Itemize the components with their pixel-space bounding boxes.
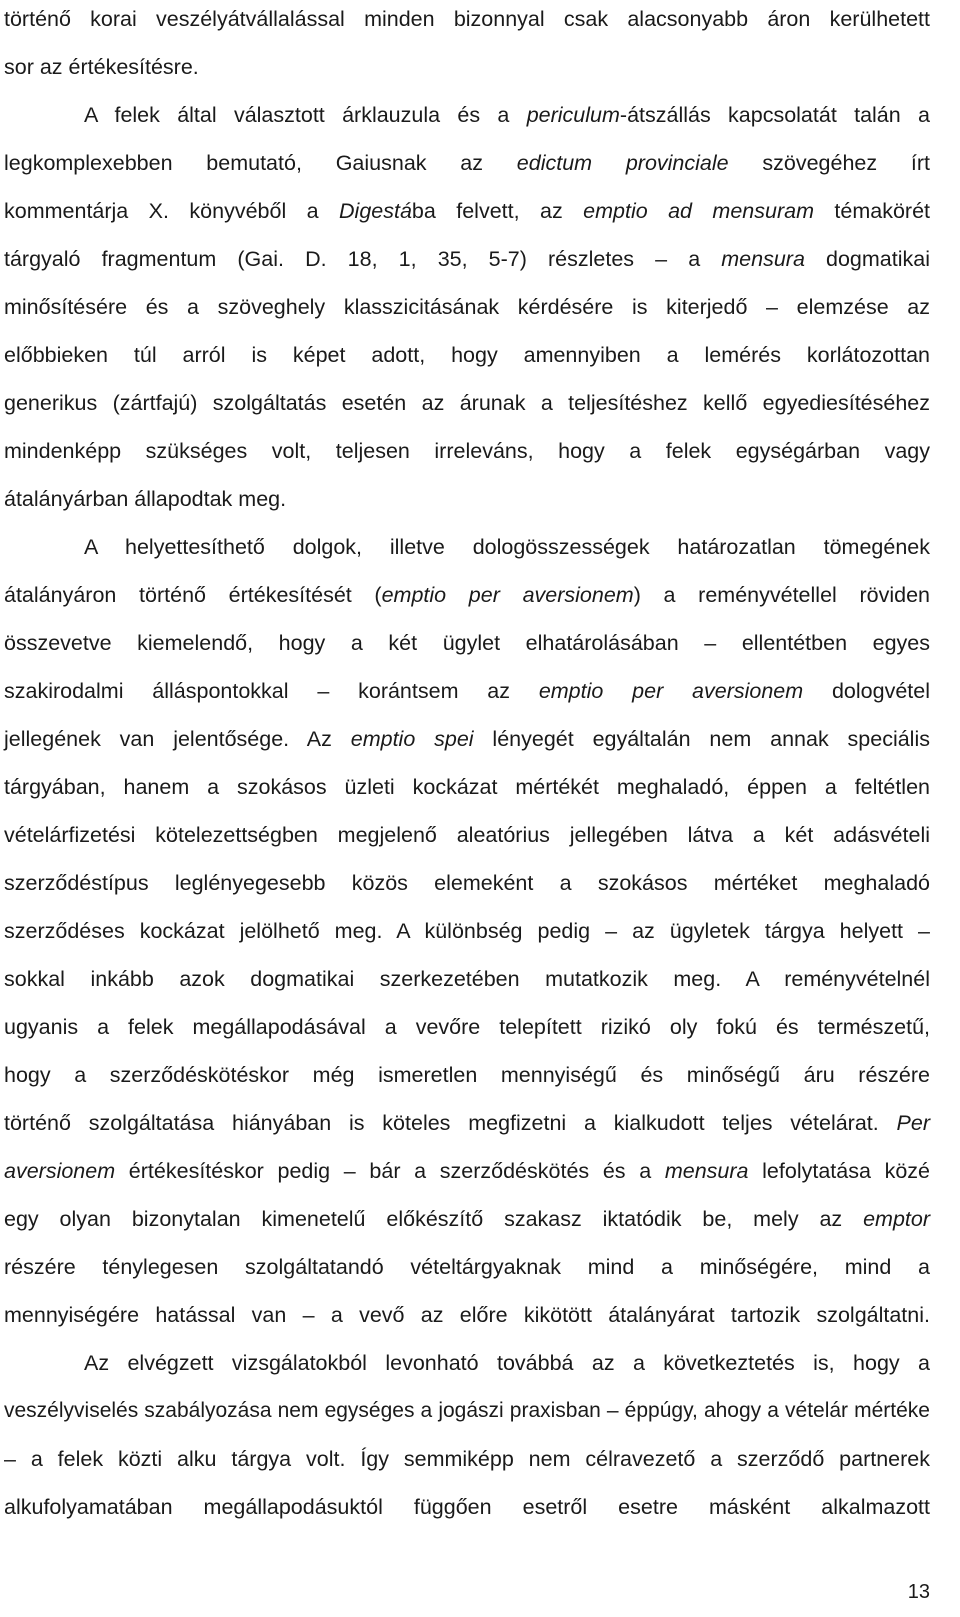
italic-term: Per xyxy=(896,1111,930,1135)
text-run: dologvétel xyxy=(803,679,930,703)
text-line xyxy=(4,1251,930,1283)
text-run: -átszállás kapcsolatát talán a xyxy=(619,103,930,127)
text-line xyxy=(4,243,930,275)
text-run: hogy a szerződéskötéskor még ismeretlen mennyiségű és minőségű áru részére xyxy=(4,1063,930,1087)
text-run: szerződéstípus leglényegesebb közös elemeként a szokásos mértéket meghaladó xyxy=(4,871,930,895)
text-run: Az elvégzett vizsgálatokból levonható továbbá az a következtetés is, hogy a xyxy=(84,1351,930,1375)
text-run: vételárfizetési kötelezettségben megjelenő aleatórius jellegében látva a két adásvételi xyxy=(4,823,930,847)
text-run: történő szolgáltatása hiányában is köteles megfizetni a kialkudott teljes vételárat. xyxy=(4,1111,897,1135)
text-run: dogmatikai xyxy=(804,247,930,271)
text-run: – a felek közti alku tárgya volt. Így semmiképp nem célravezető a szerződő partnerek xyxy=(4,1447,930,1471)
text-run: alkufolyamatában megállapodásuktól függően esetről esetre másként alkalmazott xyxy=(4,1495,930,1519)
text-run: egy olyan bizonytalan kimenetelű előkészítő szakasz iktatódik be, mely az xyxy=(4,1207,864,1231)
text-run: kommentárja X. könyvéből a xyxy=(4,199,340,223)
text-run: jellegének van jelentősége. Az xyxy=(4,727,351,751)
text-run: lényegét egyáltalán nem annak speciális xyxy=(473,727,930,751)
italic-term: mensura xyxy=(721,247,805,271)
text-run: mindenképp szükséges volt, teljesen irreleváns, hogy a felek egységárban vagy xyxy=(4,439,930,463)
text-line xyxy=(4,723,930,755)
page-number: 13 xyxy=(907,1581,930,1603)
text-run: sor az értékesítésre. xyxy=(4,55,199,79)
text-run: előbbieken túl arról is képet adott, hogy amennyiben a lemérés korlátozottan xyxy=(4,343,930,367)
text-run: szakirodalmi álláspontokkal – korántsem az xyxy=(4,679,539,703)
italic-term: periculum xyxy=(526,103,620,127)
text-run: értékesítéskor pedig – bár a szerződéskötés és a xyxy=(115,1159,665,1183)
text-line xyxy=(4,579,930,611)
text-run: ) a reményvétellel röviden xyxy=(633,583,930,607)
text-run: átalányárban állapodtak meg. xyxy=(4,487,287,511)
text-run: átalányáron történő értékesítését ( xyxy=(4,583,382,607)
text-run: szövegéhez írt xyxy=(728,151,930,175)
text-line xyxy=(4,1107,930,1139)
text-line xyxy=(4,867,930,899)
text-line xyxy=(4,819,930,851)
text-run: mennyiségére hatással van – a vevő az előre kikötött átalányárat tartozik szolgáltatni. xyxy=(4,1303,930,1327)
text-line xyxy=(4,1491,930,1523)
text-line xyxy=(4,1299,930,1331)
italic-term: emptio ad mensuram xyxy=(583,199,814,223)
italic-term: mensura xyxy=(664,1159,749,1183)
text-line xyxy=(4,51,930,83)
text-line xyxy=(4,1011,930,1043)
italic-term: edictum provinciale xyxy=(516,151,729,175)
text-line xyxy=(84,531,930,563)
italic-term: emptio per aversionem xyxy=(538,679,804,703)
text-run: A helyettesíthető dolgok, illetve dologösszességek határozatlan tömegének xyxy=(84,535,930,559)
text-line xyxy=(4,147,930,179)
text-run: sokkal inkább azok dogmatikai szerkezetében mutatkozik meg. A reményvételnél xyxy=(4,967,930,991)
text-run: veszélyviselés szabályozása nem egységes a jogászi praxisban – éppúgy, ahogy a vételár mértéke xyxy=(4,1399,930,1422)
text-line xyxy=(4,963,930,995)
text-run: lefolytatása közé xyxy=(748,1159,930,1183)
text-line xyxy=(4,291,930,323)
text-run: témakörét xyxy=(813,199,930,223)
italic-term: emptio spei xyxy=(350,727,474,751)
text-run: összevetve kiemelendő, hogy a két ügylet elhatárolásában – ellentétben egyes xyxy=(4,631,930,655)
text-line xyxy=(4,1059,930,1091)
text-run: történő korai veszélyátvállalással minden bizonnyal csak alacsonyabb áron kerülhetett xyxy=(4,7,930,31)
text-line xyxy=(4,3,930,35)
italic-term: aversionem xyxy=(4,1159,116,1183)
text-line xyxy=(4,195,930,227)
text-run: legkomplexebben bemutató, Gaiusnak az xyxy=(4,151,517,175)
italic-term: Digestá xyxy=(339,199,412,223)
text-line xyxy=(4,1395,930,1427)
text-line xyxy=(4,1203,930,1235)
text-line xyxy=(84,1347,930,1379)
text-line xyxy=(4,387,930,419)
text-run: ugyanis a felek megállapodásával a vevőre telepített rizikó oly fokú és természetű, xyxy=(4,1015,930,1039)
text-run: generikus (zártfajú) szolgáltatás esetén az árunak a teljesítéshez kellő egyediesítéséhez xyxy=(4,391,930,415)
text-line xyxy=(4,339,930,371)
text-run: ba felvett, az xyxy=(411,199,584,223)
italic-term: emptor xyxy=(863,1207,930,1231)
text-line xyxy=(4,915,930,947)
italic-term: emptio per aversionem xyxy=(381,583,634,607)
text-line xyxy=(4,771,930,803)
text-run: részére ténylegesen szolgáltatandó vételtárgyaknak mind a minőségére, mind a xyxy=(4,1255,930,1279)
text-line xyxy=(84,99,930,131)
text-run: szerződéses kockázat jelölhető meg. A különbség pedig – az ügyletek tárgya helyett – xyxy=(4,919,930,943)
text-run: tárgyában, hanem a szokásos üzleti kockázat mértékét meghaladó, éppen a feltétlen xyxy=(4,775,930,799)
text-line xyxy=(4,627,930,659)
text-run: tárgyaló fragmentum (Gai. D. 18, 1, 35, 5-7) részletes – a xyxy=(4,247,722,271)
text-line xyxy=(4,435,930,467)
text-run: minősítésére és a szöveghely klasszicitásának kérdésére is kiterjedő – elemzése az xyxy=(4,295,930,319)
text-run: A felek által választott árklauzula és a xyxy=(84,103,527,127)
text-line xyxy=(4,483,930,515)
text-line xyxy=(4,1443,930,1475)
text-line xyxy=(4,1155,930,1187)
text-line xyxy=(4,675,930,707)
